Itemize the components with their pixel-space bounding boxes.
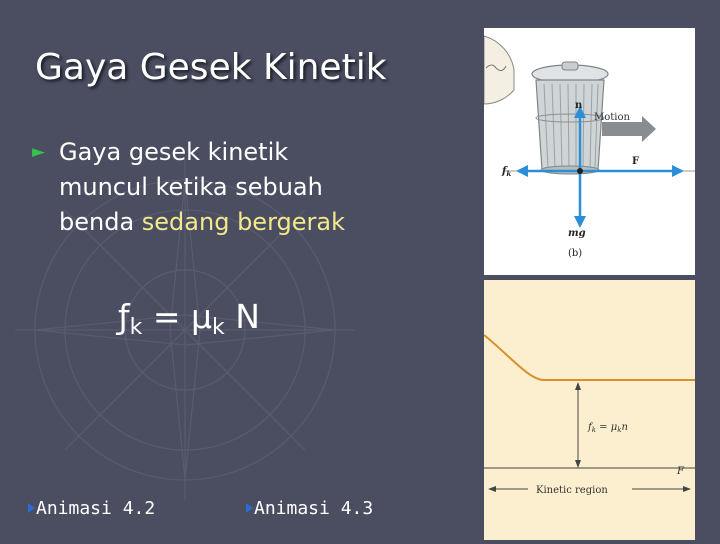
formula-f: ƒ xyxy=(118,297,130,336)
mg-label: mg xyxy=(568,228,586,239)
bullet-arrow-icon: ► xyxy=(32,142,46,162)
slide-title: Gaya Gesek Kinetik xyxy=(35,47,387,88)
fk-measure-arrowhead-down xyxy=(575,460,581,468)
figure-friction-graph xyxy=(484,280,695,540)
figure-caption: (b) xyxy=(568,248,583,259)
applied-force-arrowhead xyxy=(672,165,684,177)
formula-equals: = xyxy=(142,297,192,336)
bullet-line-3 xyxy=(59,205,432,240)
link-triangle-icon xyxy=(246,503,253,513)
F-label: F xyxy=(632,156,640,167)
friction-formula xyxy=(118,297,260,340)
friction-graph-diagram xyxy=(484,280,695,540)
kinetic-region-label: Kinetic region xyxy=(536,485,608,496)
formula-mu-subscript: k xyxy=(212,315,225,340)
gravity-force-arrowhead xyxy=(574,216,586,228)
F-axis-label: F xyxy=(677,466,684,477)
kinetic-equation-label: $f_k = \mu_kn$ xyxy=(588,422,628,434)
region-arrowhead-right xyxy=(683,486,691,492)
region-arrowhead-left xyxy=(488,486,496,492)
animation-link-label: Animasi 4.2 xyxy=(36,498,156,519)
bullet-line-3-text: benda xyxy=(59,208,142,236)
fk-label: $f_k$ xyxy=(502,166,512,178)
formula-n: N xyxy=(224,297,260,336)
formula-mu: μ xyxy=(191,297,213,336)
bullet-line-1: Gaya gesek kinetik xyxy=(59,138,289,166)
highlight-text: sedang bergerak xyxy=(141,208,345,236)
friction-curve xyxy=(484,335,695,380)
animation-link-4-2[interactable] xyxy=(28,498,155,519)
animation-link-4-3[interactable] xyxy=(246,498,373,519)
trash-can-diagram xyxy=(484,28,695,275)
formula-f-subscript: k xyxy=(129,315,143,340)
motion-label: Motion xyxy=(594,112,630,123)
bullet-line-2: muncul ketika sebuah xyxy=(59,173,323,201)
bullet-point xyxy=(32,135,432,240)
fk-measure-arrowhead-up xyxy=(575,382,581,390)
animation-link-label: Animasi 4.3 xyxy=(254,498,374,519)
friction-force-arrowhead xyxy=(516,165,528,177)
force-origin-dot xyxy=(577,168,583,174)
link-triangle-icon xyxy=(28,503,35,513)
n-label: n xyxy=(575,100,583,111)
figure-trash-can-forces xyxy=(484,28,695,275)
